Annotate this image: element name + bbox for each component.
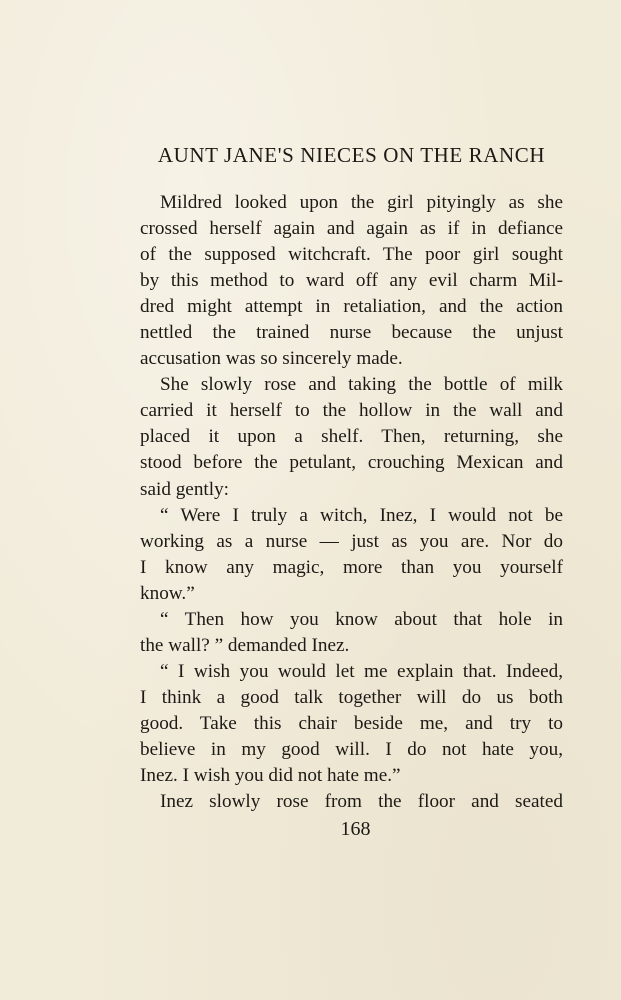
text-line: believe in my good will. I do not hate you,: [140, 738, 563, 760]
page-number: 168: [340, 818, 371, 840]
text-line: crossed herself again and again as if in defiance: [140, 218, 563, 240]
text-line: know.”: [140, 582, 195, 604]
text-line: the wall? ” demanded Inez.: [140, 634, 350, 656]
text-line: “ I wish you would let me explain that. Indeed,: [160, 660, 563, 682]
text-line: dred might attempt in retaliation, and the action: [140, 296, 563, 318]
text-line: working as a nurse — just as you are. Nor do: [140, 530, 563, 552]
text-line: accusation was so sincerely made.: [140, 348, 403, 370]
text-line: placed it upon a shelf. Then, returning, she: [140, 426, 563, 448]
text-line: I know any magic, more than you yourself: [140, 556, 563, 578]
text-line: Inez. I wish you did not hate me.”: [140, 765, 401, 787]
text-line: carried it herself to the hollow in the wall and: [140, 400, 563, 422]
body-text: [140, 190, 563, 815]
text-line: I think a good talk together will do us both: [140, 686, 563, 708]
running-header: AUNT JANE'S NIECES ON THE RANCH: [157, 143, 546, 167]
text-line: said gently:: [140, 478, 229, 500]
text-line: by this method to ward off any evil charm Mil-: [140, 270, 563, 292]
text-line: good. Take this chair beside me, and try to: [140, 712, 563, 734]
text-line: “ Were I truly a witch, Inez, I would not be: [160, 504, 563, 526]
text-line: Mildred looked upon the girl pityingly as she: [160, 192, 563, 213]
text-line: of the supposed witchcraft. The poor girl sought: [140, 244, 563, 266]
text-line: nettled the trained nurse because the unjust: [140, 322, 563, 344]
text-line: Inez slowly rose from the floor and seated: [160, 791, 563, 813]
text-line: “ Then how you know about that hole in: [160, 608, 563, 630]
text-line: She slowly rose and taking the bottle of milk: [160, 374, 563, 396]
text-line: stood before the petulant, crouching Mexican and: [140, 452, 563, 474]
